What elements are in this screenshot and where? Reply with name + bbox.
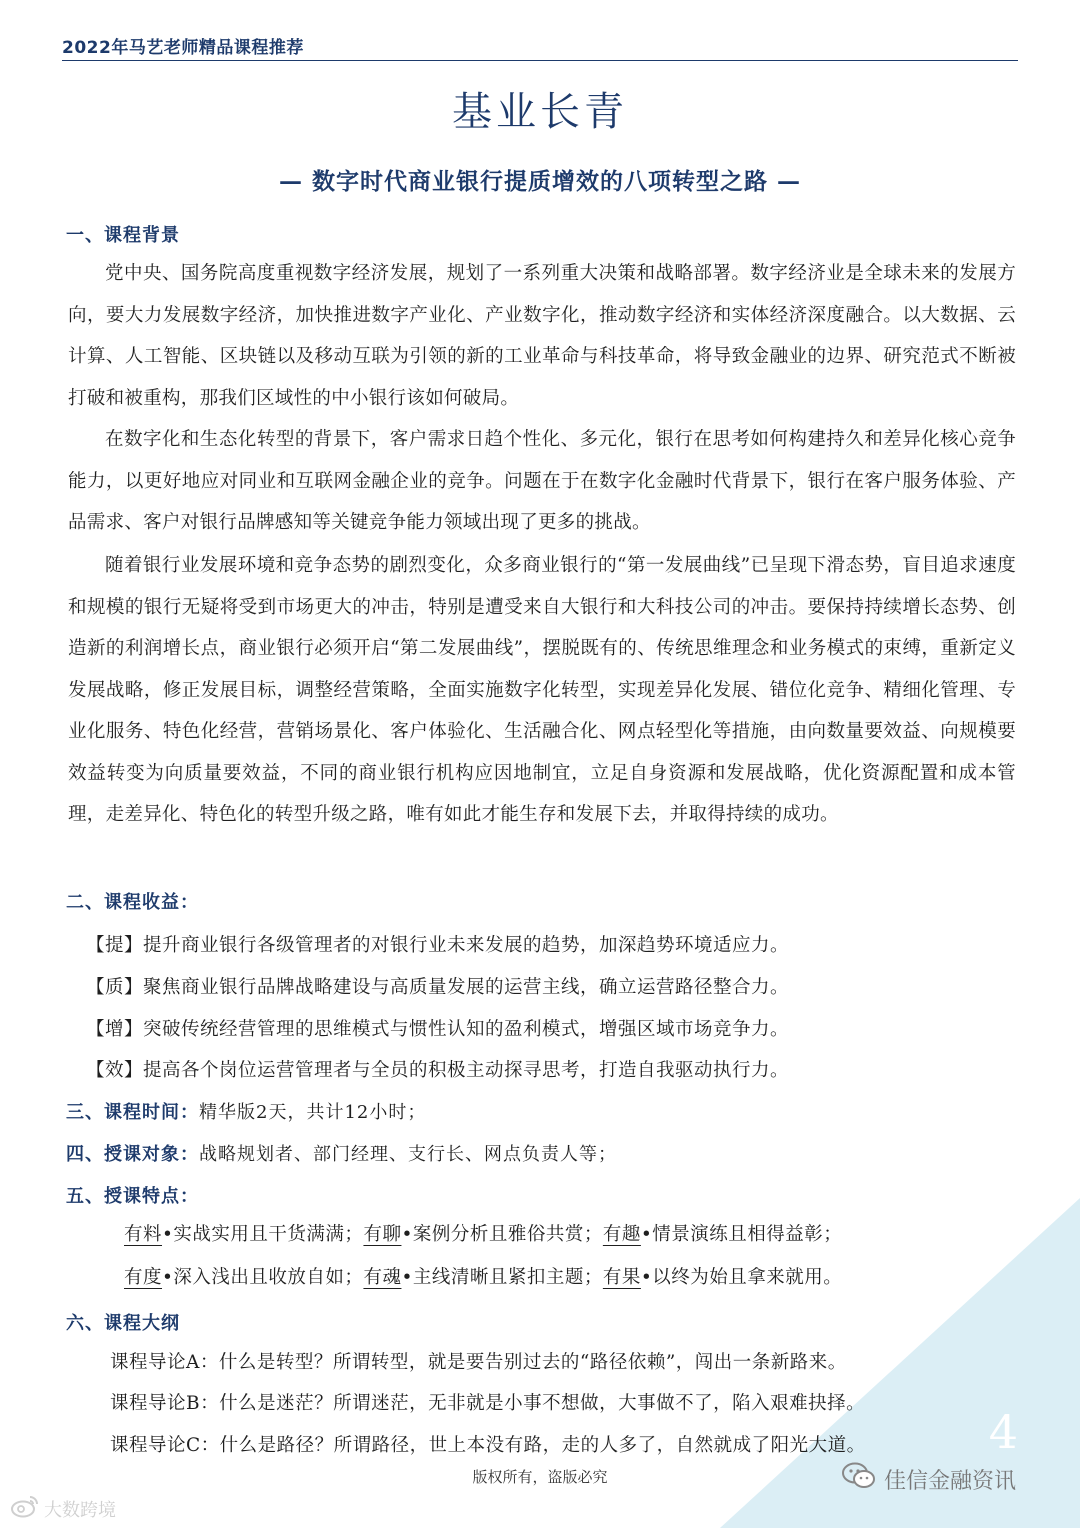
feature-text: •以终为始且拿来就用。 bbox=[640, 1267, 843, 1288]
section-heading-features: 五、授课特点： bbox=[66, 1186, 199, 1207]
duration-line bbox=[66, 1098, 426, 1124]
page-title: 基业长青 bbox=[452, 89, 628, 135]
watermark-weibo bbox=[10, 1494, 116, 1523]
section-heading-duration: 三、课程时间： bbox=[66, 1102, 199, 1123]
watermark-text: 大数跨境 bbox=[44, 1499, 116, 1521]
watermark-text: 佳信金融资讯 bbox=[884, 1468, 1017, 1494]
features-row-2 bbox=[124, 1263, 842, 1289]
outline-item: 课程导论C：什么是路径？所谓路径，世上本没有路，走的人多了，自然就成了阳光大道。 bbox=[110, 1435, 866, 1456]
features-row-1 bbox=[124, 1220, 842, 1246]
feature-keyword: 有果 bbox=[602, 1267, 641, 1288]
duration-value: 精华版2天，共计12小时； bbox=[199, 1102, 427, 1123]
section-heading-background: 一、课程背景 bbox=[66, 225, 180, 246]
watermark-wechat bbox=[842, 1462, 1016, 1496]
page-subtitle: — 数字时代商业银行提质增效的八项转型之路 — bbox=[278, 168, 801, 195]
page-number: 4 bbox=[988, 1405, 1018, 1459]
feature-keyword: 有趣 bbox=[602, 1224, 641, 1245]
wechat-icon bbox=[842, 1462, 876, 1496]
section-heading-benefits: 二、课程收益： bbox=[66, 892, 199, 913]
outline-item: 课程导论B：什么是迷茫？所谓迷茫，无非就是小事不想做，大事做不了，陷入艰难抉择。 bbox=[110, 1393, 866, 1414]
feature-text: •主线清晰且紧扣主题； bbox=[401, 1267, 603, 1288]
feature-text: •情景演练且相得益彰； bbox=[640, 1224, 843, 1245]
feature-keyword: 有魂 bbox=[363, 1267, 402, 1288]
benefit-item: 【提】提升商业银行各级管理者的对银行业未来发展的趋势，加深趋势环境适应力。 bbox=[86, 935, 790, 956]
feature-text: •实战实用且干货满满； bbox=[162, 1224, 364, 1245]
audience-line bbox=[66, 1140, 617, 1166]
weibo-icon bbox=[10, 1494, 40, 1523]
audience-value: 战略规划者、部门经理、支行长、网点负责人等； bbox=[199, 1144, 617, 1165]
background-paragraph-1: 党中央、国务院高度重视数字经济发展，规划了一系列重大决策和战略部署。数字经济业是全球未来的发展方向，要大力发展数字经济，加快推进数字产业化、产业数字化，推动数字经济和实体经济深度融合。以大数据、云计算、人工智能、区块链以及移动互联为引领的新的工业革命与科技革命，将导致金融业的边界、研究范式不断被打破和被重构，那我们区域性的中小银行该如何破局。 bbox=[68, 263, 1016, 409]
benefit-item: 【效】提高各个岗位运营管理者与全员的积极主动探寻思考，打造自我驱动执行力。 bbox=[86, 1060, 790, 1081]
section-heading-audience: 四、授课对象： bbox=[66, 1144, 199, 1165]
background-paragraph-3: 随着银行业发展环境和竞争态势的剧烈变化，众多商业银行的“第一发展曲线”已呈现下滑态势，盲目追求速度和规模的银行无疑将受到市场更大的冲击，特别是遭受来自大银行和大科技公司的冲击。要保持持续增长态势、创造新的利润增长点，商业银行必须开启“第二发展曲线”，摆脱既有的、传统思维理念和业务模式的束缚，重新定义发展战略，修正发展目标，调整经营策略，全面实施数字化转型，实现差异化发展、错位化竞争、精细化管理、专业化服务、特色化经营，营销场景化、客户体验化、生活融合化、网点轻型化等措施，由向数量要效益、向规模要效益转变为向质量要效益，不同的商业银行机构应因地制宜，立足自身资源和发展战略，优化资源配置和成本管理，走差异化、特色化的转型升级之路，唯有如此才能生存和发展下去，并取得持续的成功。 bbox=[68, 555, 1016, 825]
feature-keyword: 有料 bbox=[124, 1224, 163, 1245]
benefit-item: 【增】突破传统经营管理的思维模式与惯性认知的盈利模式，增强区域市场竞争力。 bbox=[86, 1019, 790, 1040]
header-title: 2022年马艺老师精品课程推荐 bbox=[62, 38, 304, 58]
header-divider bbox=[62, 60, 1018, 61]
feature-text: •深入浅出且收放自如； bbox=[162, 1267, 364, 1288]
section-heading-outline: 六、课程大纲 bbox=[66, 1313, 180, 1334]
background-paragraph-2: 在数字化和生态化转型的背景下，客户需求日趋个性化、多元化，银行在思考如何构建持久和差异化核心竞争能力，以更好地应对同业和互联网金融企业的竞争。问题在于在数字化金融时代背景下，银行在客户服务体验、产品需求、客户对银行品牌感知等关键竞争能力领域出现了更多的挑战。 bbox=[68, 429, 1016, 533]
feature-text: •案例分析且雅俗共赏； bbox=[401, 1224, 603, 1245]
feature-keyword: 有聊 bbox=[363, 1224, 402, 1245]
copyright-notice: 版权所有，盗版必究 bbox=[472, 1468, 608, 1486]
outline-item: 课程导论A：什么是转型？所谓转型，就是要告别过去的“路径依赖”，闯出一条新路来。 bbox=[110, 1352, 847, 1373]
benefit-item: 【质】聚焦商业银行品牌战略建设与高质量发展的运营主线，确立运营路径整合力。 bbox=[86, 977, 790, 998]
feature-keyword: 有度 bbox=[124, 1267, 163, 1288]
